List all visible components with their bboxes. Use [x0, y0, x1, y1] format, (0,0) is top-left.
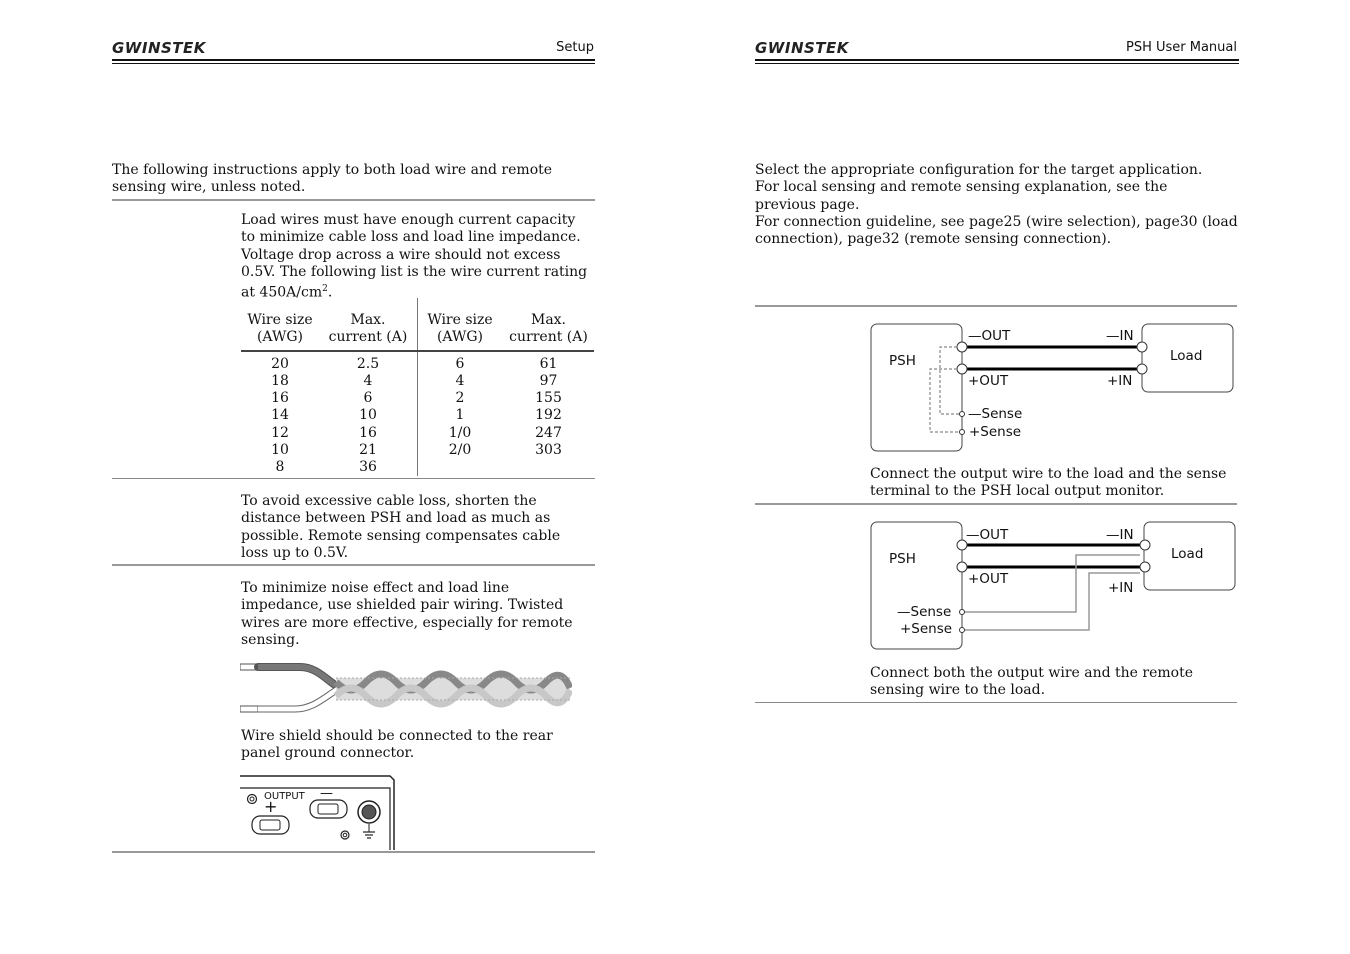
out-plus-label: +OUT: [968, 571, 1009, 587]
header-rule-thin: [755, 63, 1239, 64]
section-divider: [112, 478, 595, 479]
local-sensing-diagram: [868, 320, 1238, 456]
header-rule: [112, 59, 595, 61]
gwinstek-logo: GWINSTEK: [755, 39, 849, 57]
section-divider: [755, 503, 1237, 505]
intro-paragraph: Select the appropriate configuration for the target application. For local sensing and remote sensing explanation, see the previous page. For connection guideline, see page25 (wire selection), page30 (load connection), page32 (remote sensing connection).: [755, 162, 1238, 248]
table-cell: 20 18 16 14 12 10 8: [271, 355, 289, 476]
section-divider: [112, 199, 595, 201]
psh-box-label: PSH: [889, 353, 916, 369]
intro-paragraph: The following instructions apply to both load wire and remote sensing wire, unless noted.: [112, 162, 553, 196]
panel-minus-label: —: [320, 786, 333, 801]
table-body-row: [241, 351, 594, 477]
out-minus-label: —OUT: [966, 527, 1009, 543]
gwinstek-logo: GWINSTEK: [112, 39, 206, 57]
out-minus-label: —OUT: [968, 328, 1011, 344]
local-sensing-caption: Connect the output wire to the load and the sense terminal to the PSH local output monitor.: [870, 466, 1227, 500]
sense-minus-label: —Sense: [968, 406, 1023, 422]
in-minus-label: —IN: [1106, 328, 1134, 344]
panel-plus-label: +: [264, 797, 278, 816]
table-cell: 6 4 2 1 1/0 2/0: [448, 355, 472, 459]
section-divider: [112, 564, 595, 566]
panel-output-label: OUTPUT: [264, 791, 305, 802]
header-rule-thin: [112, 63, 595, 64]
current-capacity-text: Load wires must have enough current capacity to minimize cable loss and load line impedance. Voltage drop across a wire should not excess 0.5V. The following list is the wire current rating at $450A/cm^2$.: [241, 212, 588, 301]
header-title: PSH User Manual: [1125, 40, 1237, 55]
in-plus-label: +IN: [1107, 373, 1133, 389]
table-header-row: Wire size (AWG) Max. current (A) Wire size (AWG) Max. current (A): [241, 312, 594, 351]
load-box-label: Load: [1170, 348, 1203, 364]
section-divider: [112, 851, 595, 853]
shield-text: Wire shield should be connected to the rear panel ground connector.: [241, 728, 553, 762]
remote-sensing-caption: Connect both the output wire and the remote sensing wire to the load.: [870, 665, 1193, 699]
cable-loss-text: To avoid excessive cable loss, shorten the distance between PSH and load as much as possible. Remote sensing compensates cable loss up to 0.5V.: [241, 493, 561, 561]
table-cell: 61 97 155 192 247 303: [535, 355, 562, 459]
section-divider: [755, 305, 1237, 307]
sense-minus-label: —Sense: [897, 604, 952, 620]
header-rule: [755, 59, 1239, 61]
header-title: Setup: [556, 40, 594, 55]
out-plus-label: +OUT: [968, 373, 1009, 389]
noise-text: To minimize noise effect and load line impedance, use shielded pair wiring. Twisted wires are more effective, especially for remote sensing.: [241, 580, 573, 648]
table-cell: 2.5 4 6 10 16 21 36: [356, 355, 380, 476]
wire-current-table: [241, 312, 594, 477]
in-minus-label: —IN: [1106, 527, 1134, 543]
sense-plus-label: +Sense: [969, 424, 1022, 440]
section-divider: [755, 702, 1237, 703]
twisted-wire-illustration: [240, 660, 572, 716]
psh-box-label: PSH: [889, 551, 916, 567]
rear-panel-illustration: [240, 774, 396, 850]
sense-plus-label: +Sense: [900, 621, 953, 637]
load-box-label: Load: [1171, 546, 1204, 562]
in-plus-label: +IN: [1108, 580, 1134, 596]
